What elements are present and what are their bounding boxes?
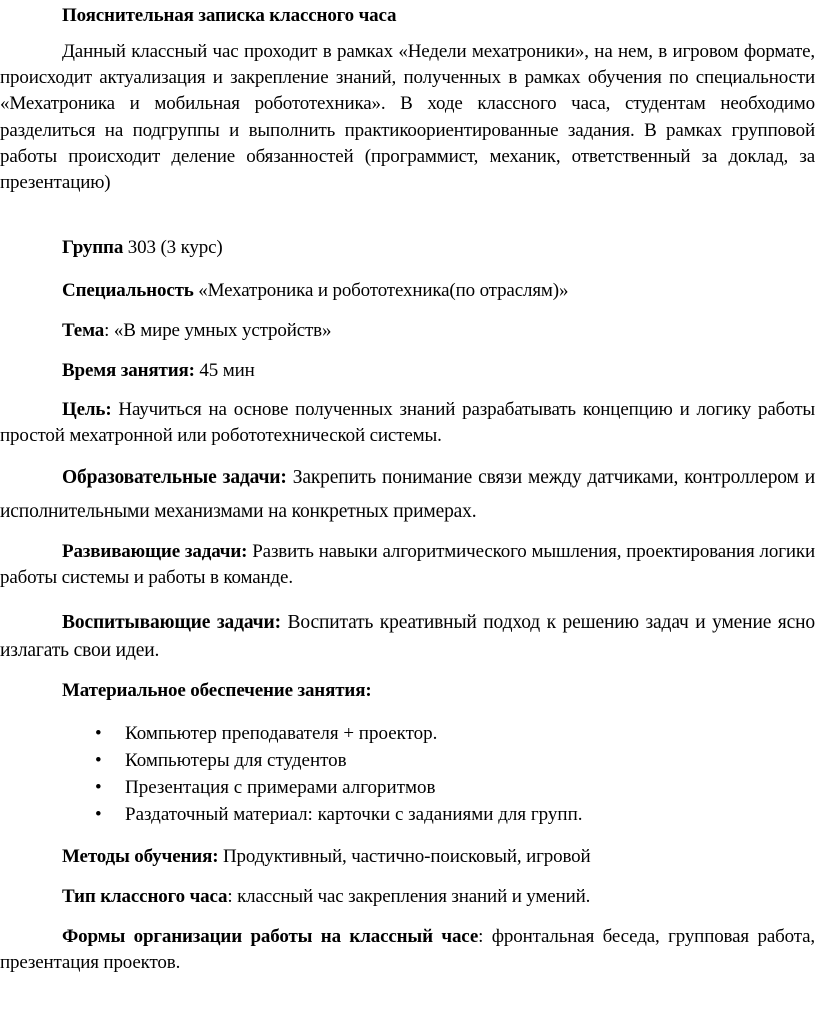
topic-label: Тема [62,320,105,341]
dev-tasks-label: Развивающие задачи: [62,541,248,562]
upbringing-tasks-label: Воспитывающие задачи: [62,612,281,633]
list-item: • Компьютеры для студентов [0,747,815,774]
type-label: Тип классного часа [62,886,228,907]
dev-tasks-paragraph: Развивающие задачи: Развить навыки алгоритмического мышления, проектирования логики работы системы и работы в команде. [0,541,816,589]
specialty-line: Специальность «Мехатроника и робототехника(по отраслям)» [62,280,569,301]
edu-tasks-label: Образовательные задачи: [62,467,287,488]
list-item: • Раздаточный материал: карточки с заданиями для групп. [0,801,815,828]
list-item: • Презентация с примерами алгоритмов [0,774,815,801]
topic-line: Тема: «В мире умных устройств» [62,320,332,341]
duration-line: Время занятия: 45 мин [62,360,255,381]
intro-paragraph: Данный классный час проходит в рамках «Недели мехатроники», на нем, в игровом формате, происходит актуализация и закрепление знаний, полученных в рамках обучения по специальности «Мехатроника и мобильная робототехника». В ходе классного часа, студентам необходимо разделиться на подгруппы и выполнить практикоориентированные задания. В рамках групповой работы происходит деление обязанностей (программист, механик, ответственный за доклад, за презентацию) [0,41,815,194]
type-line: Тип классного часа: классный час закрепления знаний и умений. [62,886,591,907]
bullet-icon: • [95,804,102,825]
duration-label: Время занятия: [62,360,195,381]
materials-heading: Материальное обеспечение занятия: [62,680,372,701]
document-title: Пояснительная записка классного часа [62,5,397,26]
bullet-icon: • [95,723,102,744]
methods-label: Методы обучения: [62,846,219,867]
forms-label: Формы организации работы на классный часе [62,926,479,947]
bullet-icon: • [95,777,102,798]
group-label: Группа [62,237,124,258]
edu-tasks-paragraph: Образовательные задачи: Закрепить понимание связи между датчиками, контроллером и исполнительными механизмами на конкретных примерах. [0,467,815,522]
goal-paragraph: Цель: Научиться на основе полученных знаний разрабатывать концепцию и логику работы простой мехатронной или робототехнической системы. [0,399,815,447]
materials-list [0,720,815,828]
forms-paragraph: Формы организации работы на классный часе: фронтальная беседа, групповая работа, презентация проектов. [0,926,815,974]
specialty-label: Специальность [62,280,194,301]
upbringing-tasks-paragraph: Воспитывающие задачи: Воспитать креативный подход к решению задач и умение ясно излагать свои идеи. [0,612,816,661]
bullet-icon: • [95,750,102,771]
list-item: • Компьютер преподавателя + проектор. [0,720,815,747]
goal-label: Цель: [62,399,112,420]
methods-line: Методы обучения: Продуктивный, частично-поисковый, игровой [62,846,591,867]
group-line: Группа 303 (3 курс) [62,237,223,258]
